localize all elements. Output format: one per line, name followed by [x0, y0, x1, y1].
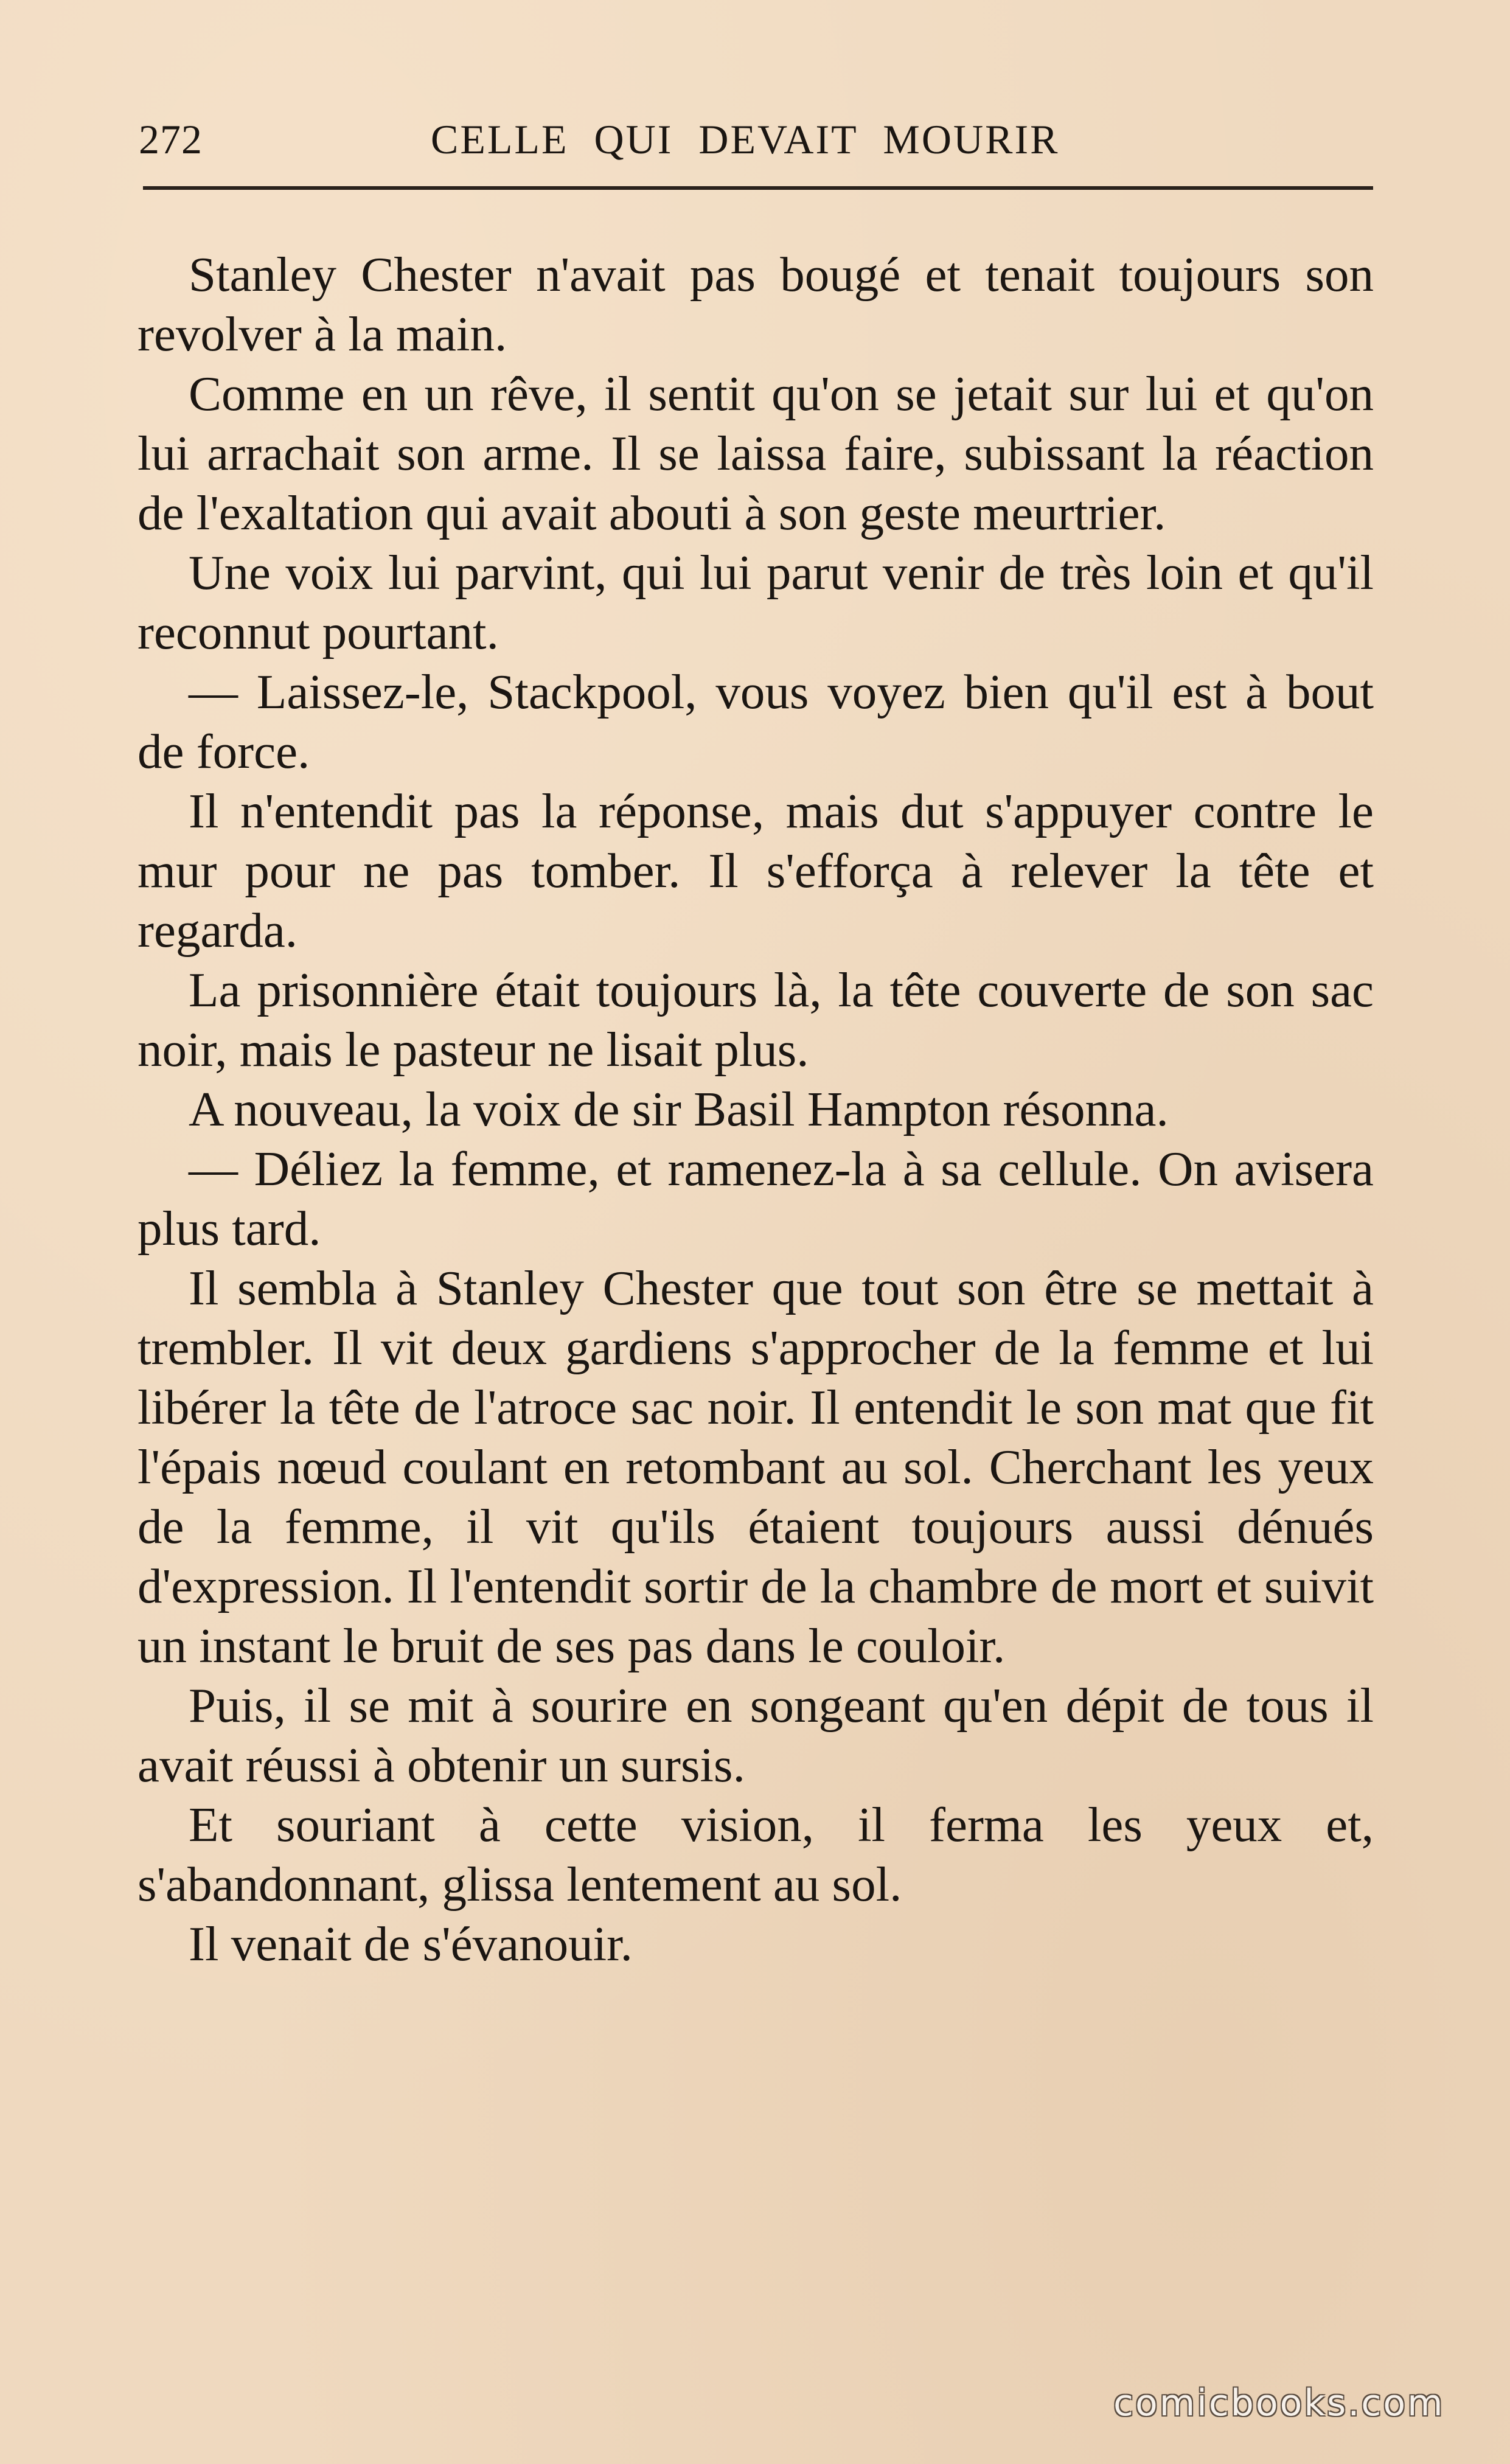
paragraph: A nouveau, la voix de sir Basil Hampton résonna. — [189, 1082, 1169, 1136]
paragraph: Il sembla à Stanley Chester que tout son être se mettait à trembler. Il vit deux gardiens s'approcher de la femme et lui libérer la tête de l'atroce sac noir. Il entendit le son mat que fit l'épais nœud coulant en retombant au sol. Cherchant les yeux de la femme, il vit qu'ils étaient toujours aussi dénués d'expression. Il l'entendit sortir de la chambre de mort et suivit un instant le bruit de ses pas dans le couloir. — [137, 1261, 1374, 1673]
body-text — [137, 245, 1374, 1974]
paragraph: Il venait de s'évanouir. — [189, 1916, 633, 1971]
paragraph: La prisonnière était toujours là, la tête couverte de son sac noir, mais le pasteur ne lisait plus. — [137, 962, 1374, 1077]
paragraph: Il n'entendit pas la réponse, mais dut s'appuyer contre le mur pour ne pas tomber. Il s'efforça à relever la tête et regarda. — [137, 784, 1374, 958]
paragraph: Puis, il se mit à sourire en songeant qu'en dépit de tous il avait réussi à obtenir un sursis. — [137, 1678, 1374, 1792]
paragraph: Stanley Chester n'avait pas bougé et tenait toujours son revolver à la main. — [137, 247, 1374, 361]
paragraph: — Déliez la femme, et ramenez-la à sa cellule. On avisera plus tard. — [137, 1141, 1374, 1256]
running-title: CELLE QUI DEVAIT MOURIR — [431, 116, 1060, 162]
paragraph: Et souriant à cette vision, il ferma les yeux et, s'abandonnant, glissa lentement au sol. — [137, 1797, 1374, 1912]
header-rule — [143, 186, 1373, 190]
paragraph: Une voix lui parvint, qui lui parut venir de très loin et qu'il reconnut pourtant. — [137, 545, 1374, 660]
page-header — [139, 103, 1371, 183]
paragraph: — Laissez-le, Stackpool, vous voyez bien qu'il est à bout de force. — [137, 664, 1374, 779]
paragraph: Comme en un rêve, il sentit qu'on se jetait sur lui et qu'on lui arrachait son arme. Il se laissa faire, subissant la réaction de l'exaltation qui avait abouti à son geste meurtrier. — [137, 366, 1374, 540]
watermark: comicbooks.com — [1113, 2382, 1445, 2424]
page-number: 272 — [139, 116, 203, 162]
